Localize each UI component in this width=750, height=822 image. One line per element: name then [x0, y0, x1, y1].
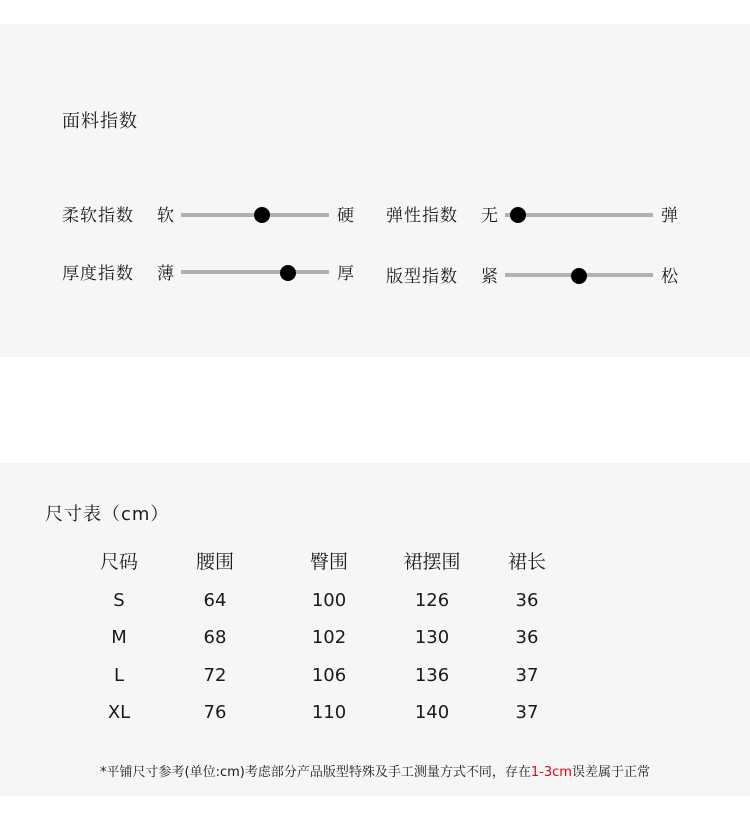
- thickness-slider-knob: [280, 265, 296, 281]
- softness-label: 柔软指数: [62, 206, 134, 226]
- thickness-label: 厚度指数: [62, 264, 134, 284]
- elasticity-slider-track: [505, 213, 653, 217]
- header-size: 尺码: [99, 551, 138, 573]
- table-cell: 72: [203, 665, 227, 686]
- table-cell: S: [113, 590, 125, 611]
- header-length: 裙长: [507, 551, 546, 573]
- table-cell: XL: [107, 702, 131, 723]
- elasticity-high-label: 弹: [661, 206, 679, 226]
- size-table-panel: [0, 463, 750, 796]
- softness-low-label: 软: [157, 206, 175, 226]
- thickness-slider-track: [181, 270, 329, 274]
- elasticity-low-label: 无: [481, 206, 499, 226]
- size-table-title: 尺寸表（cm）: [45, 504, 170, 525]
- table-cell: 106: [311, 665, 347, 686]
- note-prefix: *平铺尺寸参考(单位:cm)考虑部分产品版型特殊及手工测量方式不同，存在: [100, 765, 531, 780]
- fit-label: 版型指数: [386, 267, 458, 287]
- softness-high-label: 硬: [337, 206, 355, 226]
- table-cell: L: [113, 665, 125, 686]
- fit-low-label: 紧: [481, 267, 499, 287]
- table-cell: 37: [515, 702, 539, 723]
- elasticity-slider-knob: [510, 207, 526, 223]
- fabric-index-panel: [0, 24, 750, 357]
- table-cell: 36: [515, 590, 539, 611]
- fabric-index-title: 面料指数: [62, 111, 138, 132]
- fit-slider-knob: [571, 268, 587, 284]
- table-cell: M: [111, 627, 127, 648]
- table-cell: 126: [414, 590, 450, 611]
- table-cell: 130: [414, 627, 450, 648]
- table-cell: 110: [311, 702, 347, 723]
- table-cell: 100: [311, 590, 347, 611]
- header-hip: 臀围: [309, 551, 348, 573]
- note-highlight: 1-3cm: [530, 765, 572, 780]
- table-cell: 136: [414, 665, 450, 686]
- thickness-high-label: 厚: [337, 264, 355, 284]
- table-cell: 102: [311, 627, 347, 648]
- table-cell: 36: [515, 627, 539, 648]
- table-cell: 37: [515, 665, 539, 686]
- fit-high-label: 松: [661, 267, 679, 287]
- thickness-low-label: 薄: [157, 264, 175, 284]
- measurement-note: [0, 761, 750, 780]
- table-cell: 76: [203, 702, 227, 723]
- table-cell: 68: [203, 627, 227, 648]
- note-suffix: 误差属于正常: [571, 765, 650, 780]
- header-waist: 腰围: [195, 551, 234, 573]
- header-hem: 裙摆围: [403, 551, 461, 573]
- softness-slider-knob: [254, 207, 270, 223]
- elasticity-label: 弹性指数: [386, 206, 458, 226]
- table-cell: 64: [203, 590, 227, 611]
- table-cell: 140: [414, 702, 450, 723]
